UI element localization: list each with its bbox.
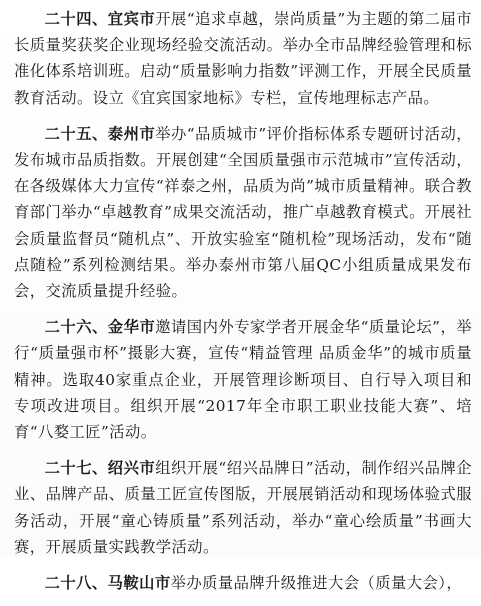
paragraph-lead: 二十四、宜宾市 [44,10,156,28]
paragraph-text: 举办质量品牌升级推进大会（质量大会）， [170,574,463,593]
paragraph-shaoxing [14,455,472,560]
paragraph-lead: 二十五、泰州市 [44,124,156,143]
paragraph-text: 举办“品质城市”评价指标体系专题研讨活动，发布城市品质指数。开展创建“全国质量强市示范城市”宣传活动，在各级媒体大力宣传“祥泰之州，品质为尚”城市质量精神。联合教育部门举办“卓越教育”成果交流活动，推广卓越教育模式。开展社会质量监督员“随机点”、开放实验室“随机检”现场活动，发布“随点随检”系列检测结果。举办泰州市第八届QC小组质量成果发布会，交流质量提升经验。 [14,124,473,301]
paragraph-lead: 二十七、绍兴市 [44,459,156,478]
paragraph-text: 邀请国内外专家学者开展金华“质量论坛”，举行“质量强市杯”摄影大赛，宣传“精益管理 品质金华”的城市质量精神。选取40家重点企业，开展管理诊断项目、自行导入项目和专项改进项目。组织开展“2017年全市职工职业技能大赛”、培育“八婺工匠”活动。 [14,318,473,442]
paragraph-lead: 二十八、马鞍山市 [44,574,171,593]
paragraph-yibin [14,6,472,111]
paragraph-taizhou [14,121,472,304]
paragraph-text: 开展“追求卓越，崇尚质量”为主题的第二届市长质量奖获奖企业现场经验交流活动。举办全市品牌经验管理和标准化体系培训班。启动“质量影响力指数”评测工作，开展全民质量教育活动。设立《宜宾国家地标》专栏，宣传地理标志产品。 [14,10,473,107]
document-body [14,6,472,606]
paragraph-maanshan [14,570,472,596]
paragraph-jinhua [14,314,472,445]
paragraph-text: 组织开展“绍兴品牌日”活动，制作绍兴品牌企业、品牌产品、质量工匠宣传图版，开展展销活动和现场体验式服务活动，开展“童心铸质量”系列活动，举办“童心绘质量”书画大赛，开展质量实践教学活动。 [14,459,473,556]
paragraph-lead: 二十六、金华市 [44,318,156,337]
